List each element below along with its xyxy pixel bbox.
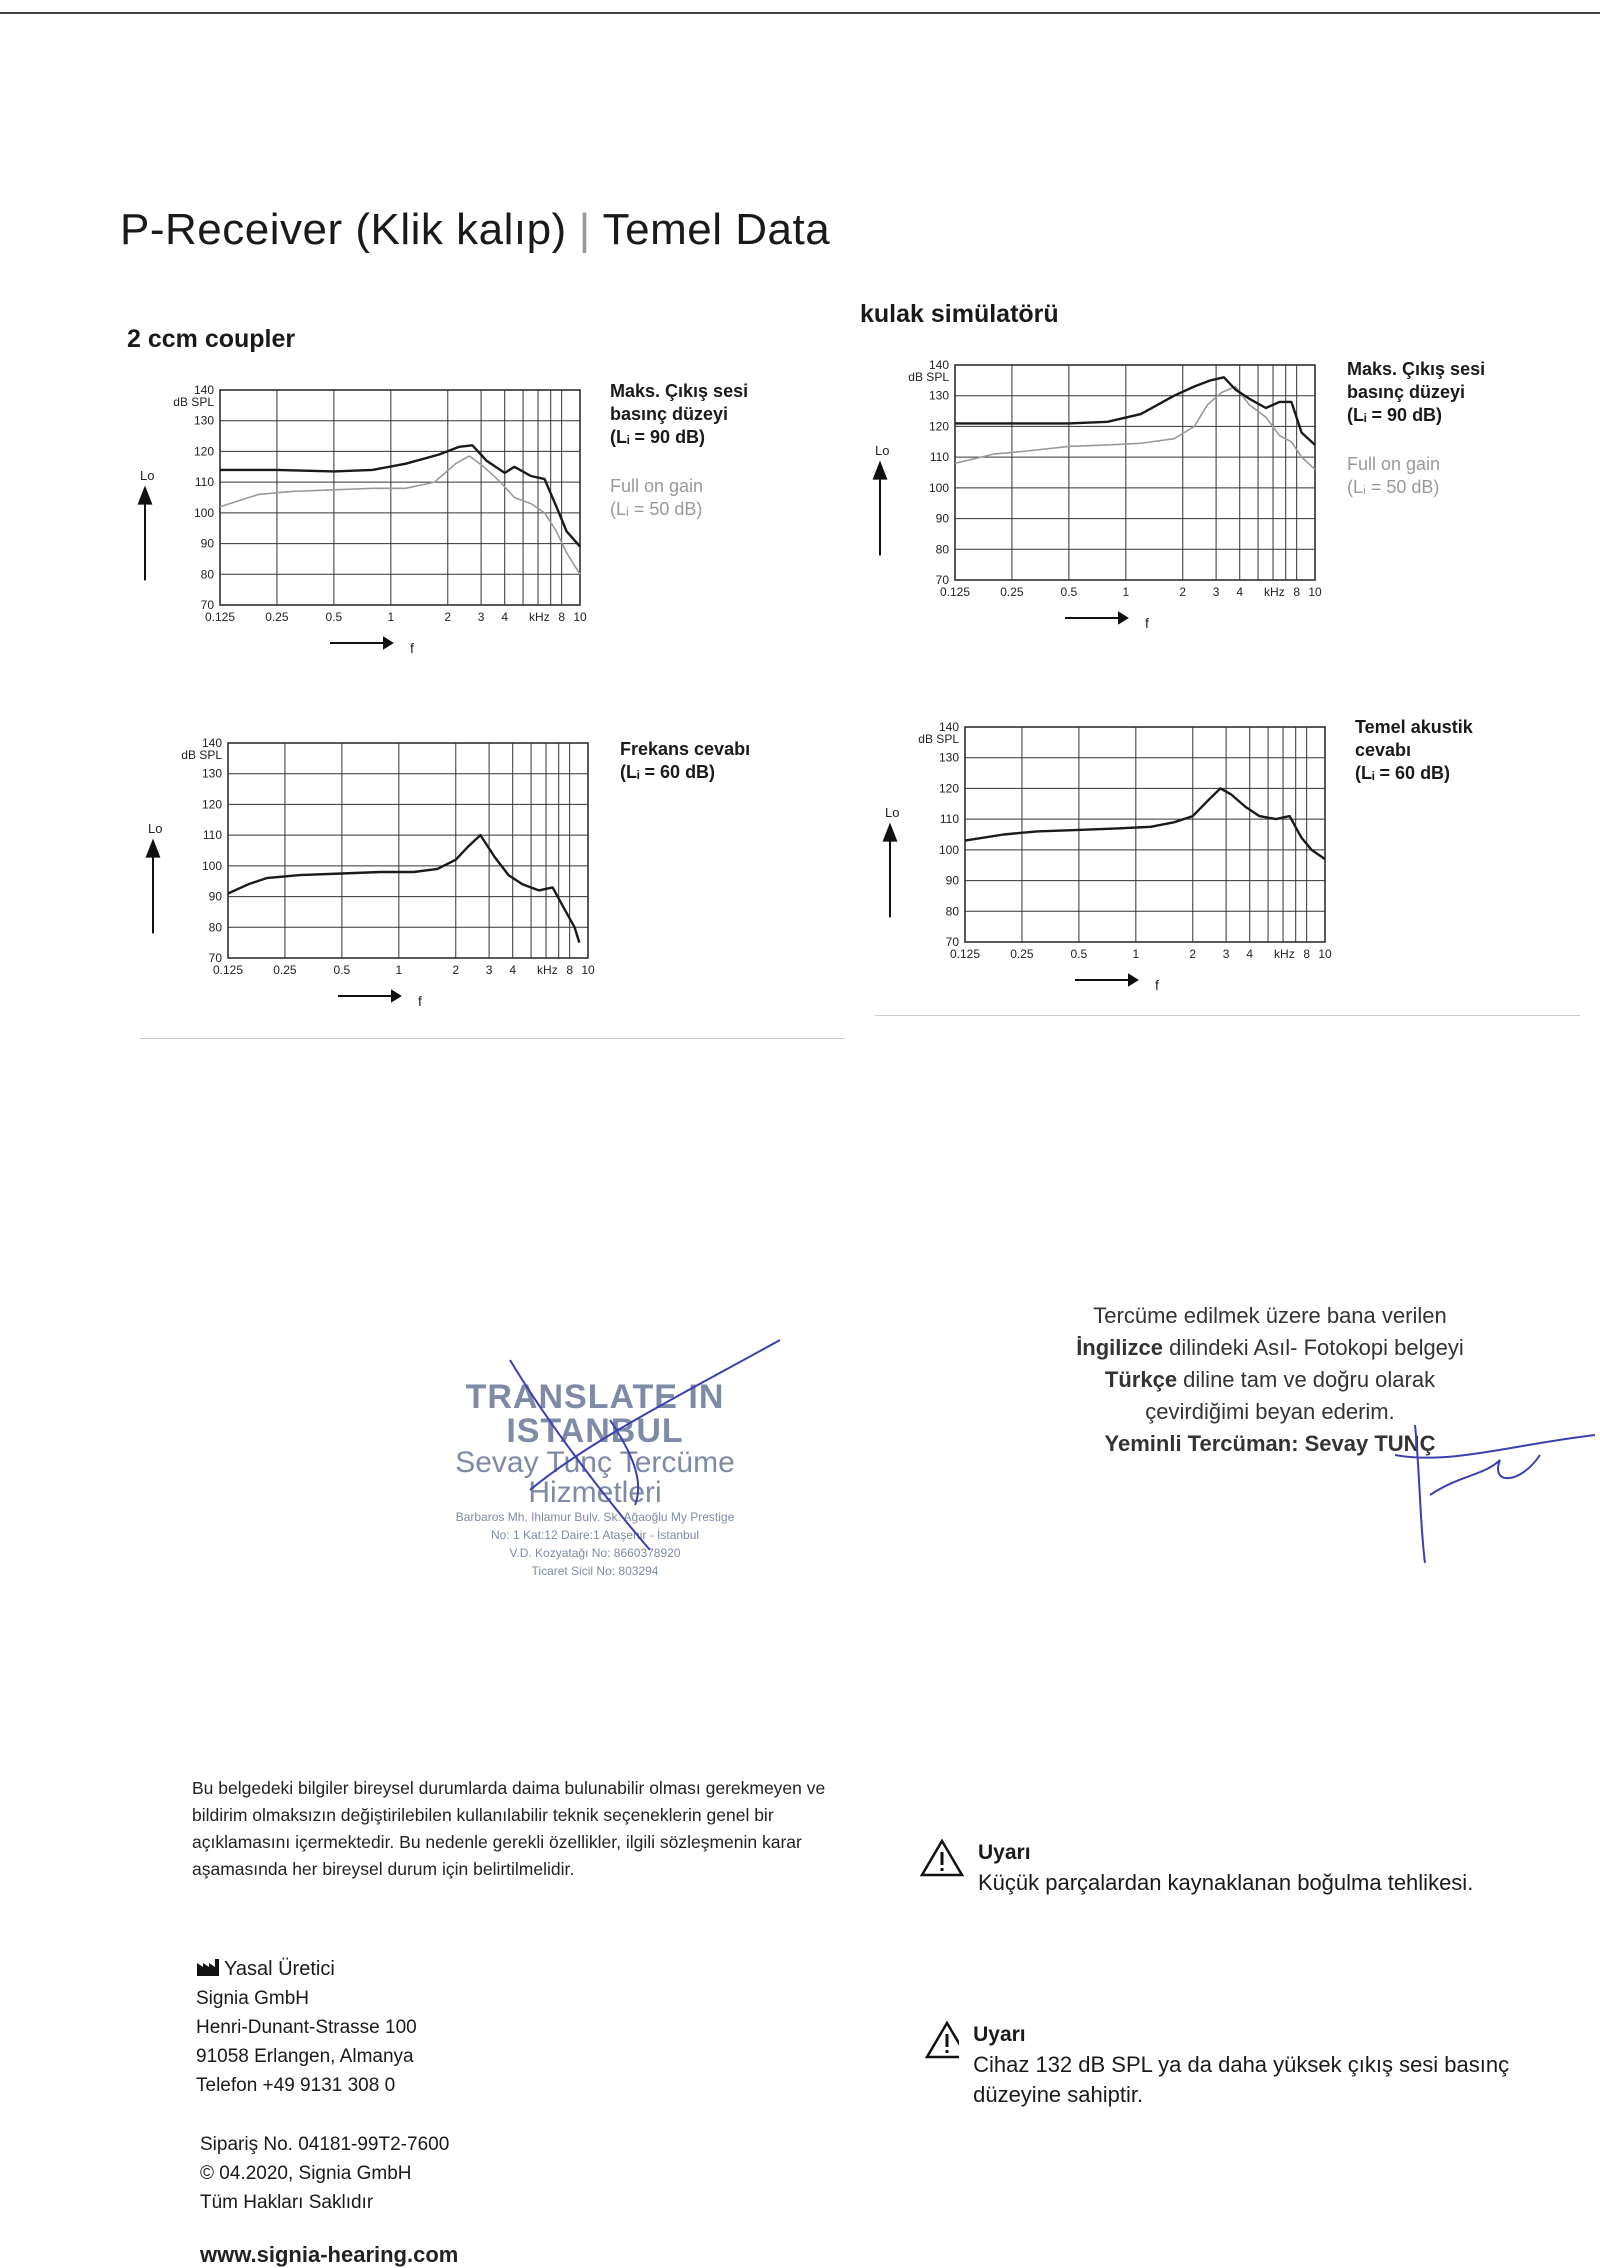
y-tick-label: 130 (938, 750, 959, 765)
y-tick-label: 110 (194, 475, 214, 490)
x-tick-label: 0.125 (204, 610, 236, 624)
caption-line: basınç düzeyi (610, 404, 729, 424)
y-tick-label: 100 (938, 842, 959, 857)
y-tick-label: 100 (193, 505, 214, 520)
x-tick-label: kHz (537, 963, 558, 977)
caption-line: (Lᵢ = 50 dB) (1347, 477, 1440, 497)
x-tick-label: 1 (387, 610, 395, 624)
x-axis-symbol: f (418, 993, 422, 1009)
x-axis-arrow-icon (338, 991, 400, 1001)
manufacturer-heading-text: Yasal Üretici (224, 1958, 335, 1980)
manufacturer-city: 91058 Erlangen, Almanya (196, 2046, 414, 2067)
x-tick-label: kHz (1264, 585, 1285, 599)
warning-triangle-icon (925, 2020, 959, 2060)
chart-svg (120, 375, 610, 675)
translator-signature-icon (1390, 1415, 1600, 1565)
x-tick-label: 4 (1236, 585, 1244, 599)
caption-simulator-max (1347, 358, 1485, 499)
x-tick-label: 3 (1222, 947, 1230, 961)
x-tick-label: 8 (566, 963, 574, 977)
y-tick-label: 130 (201, 766, 222, 781)
warning-title: Uyarı (978, 1841, 1031, 1864)
y-tick-label: 70 (208, 951, 222, 965)
y-axis-arrow-icon (139, 488, 151, 580)
manufacturer-block (196, 1955, 417, 2100)
y-tick-label: 120 (193, 444, 214, 459)
x-tick-label: 1 (1132, 947, 1140, 961)
x-axis-arrow-icon (1075, 975, 1137, 985)
caption-simulator-basic (1355, 716, 1473, 785)
y-axis-arrow-icon (147, 841, 159, 933)
declaration-line-1: Tercüme edilmek üzere bana verilen (1093, 1303, 1447, 1328)
chart-coupler-max (120, 375, 610, 680)
y-tick-label: 70 (935, 573, 949, 587)
x-tick-label: 10 (573, 610, 587, 624)
declaration-source-language: İngilizce (1076, 1335, 1163, 1360)
chart-coupler-frequency-response (128, 728, 618, 1033)
caption-line: Maks. Çıkış sesi (1347, 359, 1486, 379)
x-tick-label: 2 (444, 610, 452, 624)
factory-icon (196, 1957, 220, 1977)
order-number: Sipariş No. 04181-99T2-7600 (200, 2134, 450, 2155)
caption-line: (Lᵢ = 60 dB) (620, 762, 716, 782)
caption-line: cevabı (1355, 740, 1412, 760)
caption-line: (Lᵢ = 60 dB) (1355, 763, 1451, 783)
y-tick-label: 120 (928, 419, 949, 434)
warning-triangle-icon (920, 1838, 964, 1878)
y-tick-label: 140 (201, 736, 222, 750)
caption-line: basınç düzeyi (1347, 382, 1466, 402)
section-heading-coupler: 2 ccm coupler (127, 325, 296, 353)
y-tick-label: 120 (201, 797, 222, 812)
y-tick-label: 90 (935, 511, 949, 526)
y-tick-label: 100 (201, 858, 222, 873)
caption-line: (Lᵢ = 90 dB) (610, 427, 706, 447)
warning-text: Cihaz 132 dB SPL ya da daha yüksek çıkış sesi basınç düzeyine sahiptir. (973, 2052, 1510, 2107)
y-axis-symbol: Lo (875, 443, 890, 459)
chart-svg (855, 350, 1345, 650)
manufacturer-name: Signia GmbH (196, 1988, 309, 2009)
rights-reserved: Tüm Hakları Saklıdır (200, 2192, 374, 2213)
plot-frame (965, 727, 1325, 942)
y-tick-label: 70 (200, 598, 214, 612)
caption-line: (Lᵢ = 90 dB) (1347, 405, 1443, 425)
y-tick-label: 90 (945, 873, 959, 888)
x-axis-arrow-icon (1065, 613, 1127, 623)
chart-svg (865, 712, 1355, 1012)
copyright: © 04.2020, Signia GmbH (200, 2163, 412, 2184)
x-tick-label: 0.125 (212, 963, 244, 977)
y-tick-label: 80 (945, 904, 959, 919)
order-block (200, 2130, 449, 2217)
stamp-address-1: Barbaros Mh. Ihlamur Bulv. Sk. Ağaoğlu My Prestige (455, 1510, 735, 1524)
declaration-target-language: Türkçe (1104, 1367, 1178, 1392)
top-rule (0, 12, 1600, 14)
x-axis-arrow-icon (330, 638, 392, 648)
plot-frame (220, 390, 580, 605)
x-axis-symbol: f (410, 640, 414, 656)
declaration-line-3 (1030, 1364, 1510, 1396)
plot-frame (228, 743, 588, 958)
plot-frame (955, 365, 1315, 580)
x-tick-label: 4 (509, 963, 517, 977)
series-line-output (220, 445, 580, 546)
y-unit-label: dB SPL (908, 370, 949, 384)
x-tick-label: 0.125 (939, 585, 971, 599)
warning-output-level (925, 2020, 1525, 2110)
x-tick-label: 3 (485, 963, 493, 977)
y-tick-label: 130 (193, 413, 214, 428)
x-tick-label: 2 (452, 963, 460, 977)
x-tick-label: 0.25 (273, 963, 297, 977)
x-axis-symbol: f (1155, 977, 1159, 993)
x-axis-symbol: f (1145, 615, 1149, 631)
x-tick-label: 3 (1212, 585, 1220, 599)
y-tick-label: 120 (938, 781, 959, 796)
manufacturer-heading (196, 1955, 417, 1984)
x-tick-label: kHz (529, 610, 550, 624)
stamp-registry: Ticaret Sicil No: 803294 (531, 1564, 659, 1578)
warning-choking (920, 1838, 1540, 1898)
y-tick-label: 90 (208, 889, 222, 904)
declaration-line-4: çevirdiğimi beyan ederim. (1145, 1399, 1395, 1424)
declaration-translator: Yeminli Tercüman: Sevay TUNÇ (1104, 1431, 1436, 1456)
y-axis-arrow-icon (874, 463, 886, 555)
caption-line: Full on gain (1347, 454, 1441, 474)
x-tick-label: 0.5 (325, 610, 343, 624)
series-line-output (955, 377, 1315, 445)
y-tick-label: 80 (935, 542, 949, 557)
y-tick-label: 110 (929, 450, 949, 465)
caption-coupler-max (610, 380, 748, 521)
y-tick-label: 90 (200, 536, 214, 551)
chart-svg (128, 728, 618, 1028)
y-tick-label: 110 (939, 812, 959, 827)
stamp-subtitle: Sevay Tunç Tercüme Hizmetleri (455, 1446, 735, 1509)
manufacturer-phone: Telefon +49 9131 308 0 (196, 2075, 396, 2096)
x-tick-label: kHz (1274, 947, 1295, 961)
x-tick-label: 8 (1303, 947, 1311, 961)
page-title (120, 205, 830, 255)
section-divider-right (875, 1015, 1580, 1016)
x-tick-label: 0.5 (1070, 947, 1088, 961)
x-tick-label: 10 (1308, 585, 1322, 599)
stamp-signature-icon (470, 1330, 790, 1560)
caption-line: Frekans cevabı (620, 739, 751, 759)
chart-simulator-max (855, 350, 1345, 655)
y-tick-label: 80 (208, 920, 222, 935)
disclaimer-text: Bu belgedeki bilgiler bireysel durumlarda daima bulunabilir olması gerekmeyen ve bildirim olmaksızın değiştirilebilen kullanılabilir teknik seçeneklerin genel bir açıklamasını içermektedir. Bu nedenle gerekli özellikler, ilgili sözleşmenin karar aşamasında her bireysel durum için belirtilmelidir. (192, 1778, 826, 1879)
warning-text: Küçük parçalardan kaynaklanan boğulma tehlikesi. (978, 1870, 1474, 1895)
section-heading-simulator: kulak simülatörü (860, 300, 1059, 328)
y-tick-label: 130 (928, 388, 949, 403)
caption-line: Maks. Çıkış sesi (610, 381, 749, 401)
y-tick-label: 100 (928, 480, 949, 495)
x-tick-label: 8 (558, 610, 566, 624)
stamp-company: TRANSLATE IN ISTANBUL (465, 1378, 725, 1450)
caption-coupler-freq (620, 738, 750, 784)
warning-title: Uyarı (973, 2023, 1026, 2046)
footer-url: www.signia-hearing.com (200, 2242, 459, 2267)
stamp-address-2: No: 1 Kat:12 Daire:1 Ataşehir - İstanbul (490, 1528, 700, 1542)
y-tick-label: 140 (928, 358, 949, 372)
x-tick-label: 0.5 (1060, 585, 1078, 599)
y-tick-label: 140 (193, 383, 214, 397)
x-tick-label: 8 (1293, 585, 1301, 599)
chart-simulator-basic-response (865, 712, 1355, 1017)
y-unit-label: dB SPL (173, 395, 214, 409)
declaration-line-2-rest: dilindeki Asıl- Fotokopi belgeyi (1162, 1335, 1464, 1360)
caption-line: (Lᵢ = 50 dB) (610, 499, 703, 519)
x-tick-label: 4 (1246, 947, 1254, 961)
stamp-tax: V.D. Kozyatağı No: 8660378920 (509, 1546, 681, 1560)
declaration-line-2 (1030, 1332, 1510, 1364)
x-tick-label: 0.125 (949, 947, 981, 961)
x-tick-label: 0.25 (1010, 947, 1034, 961)
series-line-output (965, 788, 1325, 859)
y-tick-label: 80 (200, 567, 214, 582)
title-separator: | (578, 205, 591, 254)
x-tick-label: 4 (501, 610, 509, 624)
x-tick-label: 1 (395, 963, 403, 977)
series-line-output (228, 835, 579, 943)
title-right: Temel Data (602, 205, 831, 254)
x-tick-label: 10 (1318, 947, 1332, 961)
x-tick-label: 0.5 (333, 963, 351, 977)
y-tick-label: 70 (945, 935, 959, 949)
x-tick-label: 3 (477, 610, 485, 624)
x-tick-label: 2 (1189, 947, 1197, 961)
x-tick-label: 0.25 (1000, 585, 1024, 599)
x-tick-label: 1 (1122, 585, 1130, 599)
y-axis-symbol: Lo (140, 468, 155, 484)
y-unit-label: dB SPL (181, 748, 222, 762)
caption-line: Temel akustik (1355, 717, 1473, 737)
manufacturer-street: Henri-Dunant-Strasse 100 (196, 2017, 417, 2038)
y-tick-label: 140 (938, 720, 959, 734)
y-unit-label: dB SPL (918, 732, 959, 746)
title-main: P-Receiver (Klik kalıp) (120, 205, 567, 254)
y-axis-arrow-icon (884, 825, 896, 917)
x-tick-label: 10 (581, 963, 595, 977)
y-axis-symbol: Lo (148, 821, 163, 837)
y-axis-symbol: Lo (885, 805, 900, 821)
caption-line: Full on gain (610, 476, 704, 496)
section-divider-left (140, 1038, 845, 1039)
declaration-line-3-rest: diline tam ve doğru olarak (1177, 1367, 1436, 1392)
x-tick-label: 0.25 (265, 610, 289, 624)
x-tick-label: 2 (1179, 585, 1187, 599)
y-tick-label: 110 (202, 828, 222, 843)
